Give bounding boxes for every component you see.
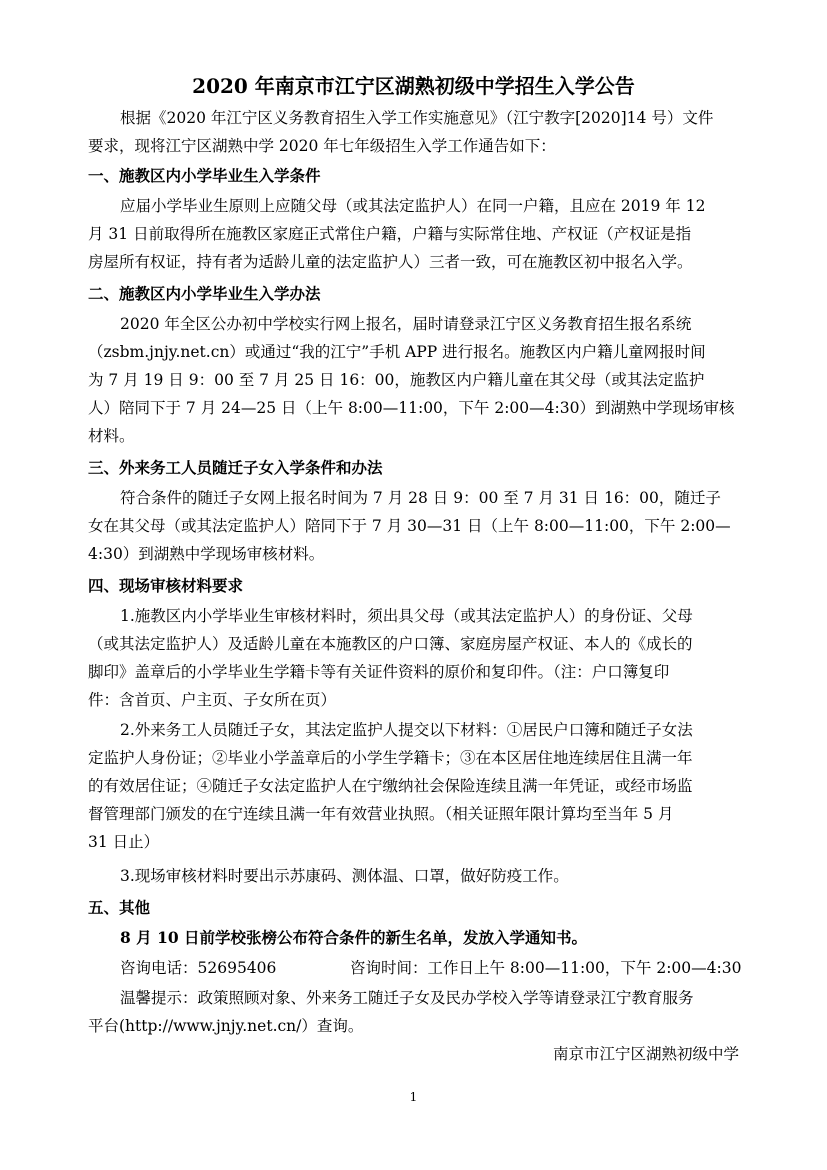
page-number: 1 (409, 1090, 418, 1104)
s3-line-2: 女在其父母（或其法定监护人）陪同下于 7 月 30—31 日（上午 8:00—11:00，下午 2:00— (88, 517, 731, 535)
intro-line-2: 要求，现将江宁区湖熟中学 2020 年七年级招生入学工作通告如下： (88, 137, 556, 155)
s4-item2-line-3: 的有效居住证；④随迁子女法定监护人在宁缴纳社会保险连续且满一年凭证，或经市场监 (88, 777, 693, 795)
s4-item2-line-4: 督管理部门颁发的在宁连续且满一年有效营业执照。（相关证照年限计算均至当年 5 月 (88, 805, 674, 823)
tip-line-2: 平台(http://www.jnjy.net.cn/）查询。 (88, 1017, 364, 1035)
time-label: 咨询时间：工作日上午 8:00—11:00，下午 2:00—4:30 (350, 959, 742, 977)
signature: 南京市江宁区湖熟初级中学 (552, 1045, 739, 1063)
s3-line-1: 符合条件的随迁子女网上报名时间为 7 月 28 日 9：00 至 7 月 31 日 16：00，随迁子 (120, 489, 721, 507)
intro-line-1: 根据《2020 年江宁区义务教育招生入学工作实施意见》（江宁教字[2020]14 号）文件 (120, 109, 714, 127)
s2-line-2: （zsbm.jnjy.net.cn）或通过“我的江宁”手机 APP 进行报名。施教区内户籍儿童网报时间 (88, 343, 706, 361)
s4-item2-line-1: 2.外来务工人员随迁子女，其法定监护人提交以下材料：①居民户口簿和随迁子女法 (120, 721, 693, 739)
s4-item2-line-5: 31 日止） (88, 833, 160, 851)
s4-item1-line-2: （或其法定监护人）及适龄儿童在本施教区的户口簿、家庭房屋产权证、本人的《成长的 (88, 635, 693, 653)
s3-line-3: 4:30）到湖熟中学现场审核材料。 (88, 545, 325, 563)
tip-line-1: 温馨提示：政策照顾对象、外来务工随迁子女及民办学校入学等请登录江宁教育服务 (120, 989, 694, 1007)
section-4-heading: 四、现场审核材料要求 (88, 576, 244, 595)
s4-item2-line-2: 定监护人身份证；②毕业小学盖章后的小学生学籍卡；③在本区居住地连续居住且满一年 (88, 749, 693, 767)
s2-line-1: 2020 年全区公办初中学校实行网上报名，届时请登录江宁区义务教育招生报名系统 (120, 315, 692, 333)
s5-announcement: 8 月 10 日前学校张榜公布符合条件的新生名单，发放入学通知书。 (120, 928, 588, 947)
s2-line-3: 为 7 月 19 日 9：00 至 7 月 25 日 16：00，施教区内户籍儿童在其父母（或其法定监护 (88, 371, 705, 389)
s4-item3: 3.现场审核材料时要出示苏康码、测体温、口罩，做好防疫工作。 (120, 867, 569, 885)
s1-line-3: 房屋所有权证，持有者为适龄儿童的法定监护人）三者一致，可在施教区初中报名入学。 (88, 253, 693, 271)
s4-item1-line-4: 件：含首页、户主页、子女所在页） (88, 691, 337, 709)
section-3-heading: 三、外来务工人员随迁子女入学条件和办法 (88, 458, 383, 477)
s1-line-2: 月 31 日前取得所在施教区家庭正式常住户籍，户籍与实际常住地、产权证（产权证是指 (88, 225, 692, 243)
page-title: 2020 年南京市江宁区湖熟初级中学招生入学公告 (192, 74, 635, 98)
s4-item1-line-3: 脚印》盖章后的小学毕业生学籍卡等有关证件资料的原价和复印件。（注：户口簿复印 (88, 663, 670, 681)
phone-label: 咨询电话：52695406 (120, 959, 277, 977)
section-2-heading: 二、施教区内小学毕业生入学办法 (88, 284, 321, 303)
section-1-heading: 一、施教区内小学毕业生入学条件 (88, 166, 321, 185)
section-5-heading: 五、其他 (88, 898, 151, 917)
s2-line-4: 人）陪同下于 7 月 24—25 日（上午 8:00—11:00，下午 2:00—4:30）到湖熟中学现场审核 (88, 399, 735, 417)
s4-item1-line-1: 1.施教区内小学毕业生审核材料时，须出具父母（或其法定监护人）的身份证、父母 (120, 607, 693, 625)
s2-line-5: 材料。 (88, 427, 135, 445)
s1-line-1: 应届小学毕业生原则上应随父母（或其法定监护人）在同一户籍，且应在 2019 年 12 (120, 197, 706, 215)
